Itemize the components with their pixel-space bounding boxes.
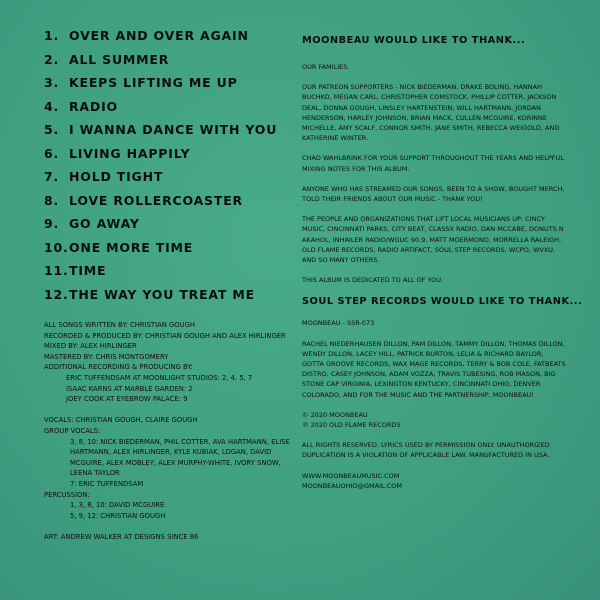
credit-group-1-cont: MCGUIRE, ALEX MOBLEY, ALEX MURPHY-WHITE, IVORY SNOW,: [70, 458, 281, 467]
soulstep-thanks-names: RACHEL NIEDERHAUSEN DILLON, PAM DILLON, TAMMY DILLON, THOMAS DILLON, WENDY DILLON, LACEY HILL, PATRICK BURTON, LELIA & RICHARD BAYLOR, GOTTA GROOVE RECORDS, WAX MAGE RECORDS, TERRY & BOB COLE, FATBEATS DISTRO, CASEY JOHNSON, ADAM VOZZA, TRAVIS TUBESING, ROB MASON, BIG STONE CAP VIRGINIA, LEXINGTON KENTUCKY, CINCINNATI OHIO, DENVER COLORADO, AND FOR THE MUSIC AND THE PARTNERSHIP, MOONBEAU!: [302, 339, 566, 399]
website-link[interactable]: WWW.MOONBEAUMUSIC.COM: [302, 471, 400, 480]
credit-group-1: 3, 8, 10: NICK BIEDERMAN, PHIL COTTER, AVA HARTMANN, ELISE: [70, 437, 290, 446]
thanks-patreon: OUR PATREON SUPPORTERS - NICK BIEDERMAN, DRAKE BOLING, HANNAH BUCHKO, MEGAN CARL, CHRISTOPHER COMSTOCK, PHILLIP COTTER, JACKSON DEAL, DONNA GOUGH, LINSLEY HARTENSTEIN, WILL HARTMANN, JORDAN HENDERSON, HARLEY JOHNSON, BRIAN MACK, CULLEN MCGUIRE, KORINNE MICHELLE, AMY SCALF, CONNOR SMITH, JANE SMITH, REBECCA WEIGOLD, AND KATHERINE WINTER.: [302, 83, 560, 143]
track-title: THE WAY YOU TREAT ME: [69, 286, 255, 302]
spacer: [44, 405, 304, 416]
credit-mastered: MASTERED BY: CHRIS MONTGOMERY: [44, 352, 169, 361]
track-item: [44, 283, 294, 307]
credit-percussion-1: 1, 3, 8, 10: DAVID MCGUIRE: [70, 501, 165, 510]
track-item: [44, 212, 294, 236]
track-number: 8.: [44, 192, 60, 208]
track-list: [44, 24, 294, 306]
track-title: TIME: [69, 263, 107, 278]
track-item: [44, 165, 294, 189]
thanks-column: [302, 34, 583, 491]
track-item: [44, 259, 294, 283]
track-title: ALL SUMMER: [69, 51, 170, 67]
track-item: [44, 189, 294, 213]
rights-notice: ALL RIGHTS RESERVED. LYRICS USED BY PERMISSION ONLY. UNAUTHORIZED DUPLICATION IS A VIOLATION OF APPLICABLE LAW. MANUFACTURED IN USA.: [302, 441, 550, 460]
track-number: 7.: [44, 169, 60, 184]
track-item: [44, 24, 294, 48]
track-number: 4.: [44, 98, 60, 114]
track-title: RADIO: [69, 98, 118, 114]
credit-percussion-2: 5, 9, 12: CHRISTIAN GOUGH: [70, 511, 166, 520]
track-item: [44, 48, 294, 72]
track-title: LOVE ROLLERCOASTER: [69, 192, 243, 208]
thanks-chad: CHAD WAHLBRINK FOR YOUR SUPPORT THROUGHOUT THE YEARS AND HELPFUL MIXING NOTES FOR THIS ALBUM.: [302, 154, 564, 173]
spacer: [44, 521, 304, 532]
track-title: GO AWAY: [69, 216, 140, 231]
soulstep-thanks-heading: SOUL STEP RECORDS WOULD LIKE TO THANK...: [302, 296, 583, 308]
copyright-old-flame: ℗ 2020 OLD FLAME RECORDS: [302, 421, 401, 430]
credit-recorded: RECORDED & PRODUCED BY: CHRISTIAN GOUGH AND ALEX HIRLINGER: [44, 331, 286, 340]
track-title: OVER AND OVER AGAIN: [69, 28, 249, 43]
track-number: 1.: [44, 28, 60, 43]
track-item: [44, 118, 294, 142]
track-number: 12.: [44, 286, 69, 302]
track-number: 6.: [44, 145, 60, 161]
track-item: [44, 95, 294, 119]
catalog-number: MOONBEAU - SSR-073: [302, 319, 375, 328]
moonbeau-thanks-heading: MOONBEAU WOULD LIKE TO THANK...: [302, 35, 526, 46]
credit-additional-1: ERIC TUFFENDSAM AT MOONLIGHT STUDIOS: 2, 4, 5, 7: [66, 373, 253, 382]
track-item: [44, 236, 294, 260]
thanks-organizations: THE PEOPLE AND ORGANIZATIONS THAT LIFT LOCAL MUSICIANS UP: CINCY MUSIC, CINCINNATI PARKS, CITY BEAT, CLASSX RADIO, DAN MCCABE, DONUTS N AKAHOL, INHAILER RADIO/WGUC 90.9, MATT MOERMOND, MORRELLA RALEIGH, OLD FLAME RECORDS, RADIO ARTIFACT, SOUL STEP RECORDS, WCPO, WVXU, AND SO MANY OTHERS.: [302, 215, 564, 265]
credit-vocals: VOCALS: CHRISTIAN GOUGH, CLAIRE GOUGH: [44, 416, 198, 425]
credits-block: [44, 320, 304, 542]
email-link[interactable]: MOONBEAUOHIO@GMAIL.COM: [302, 481, 402, 490]
track-item: [44, 71, 294, 95]
thanks-families: OUR FAMILIES.: [302, 63, 350, 71]
credit-group-1-cont: HARTMANN, ALEX HIRLINGER, KYLE KUBIAK, LOGAN, DAVID: [70, 448, 272, 457]
track-number: 9.: [44, 216, 60, 231]
track-title: HOLD TIGHT: [69, 169, 164, 184]
track-title: ONE MORE TIME: [69, 239, 194, 255]
thanks-anyone: ANYONE WHO HAS STREAMED OUR SONGS, BEEN TO A SHOW, BOUGHT MERCH, TOLD THEIR FRIENDS ABOUT OUR MUSIC - THANK YOU!: [302, 184, 565, 204]
credit-percussion: PERCUSSION:: [44, 490, 90, 499]
track-number: 5.: [44, 122, 60, 137]
track-title: I WANNA DANCE WITH YOU: [69, 122, 278, 137]
track-number: 10.: [44, 239, 69, 255]
credit-group-1-cont: LEENA TAYLOR: [70, 469, 120, 478]
credit-art: ART: ANDREW WALKER AT DESIGNS SINCE 86: [44, 532, 199, 541]
credit-additional-2: ISAAC KARNS AT MARBLE GARDEN: 2: [66, 384, 193, 393]
track-number: 11.: [44, 263, 69, 278]
credit-group-vocals: GROUP VOCALS:: [44, 426, 101, 435]
credit-additional-3: JOEY COOK AT EYEBROW PALACE: 9: [66, 395, 188, 404]
credit-group-2: 7: ERIC TUFFENDSAM: [70, 479, 144, 488]
track-title: KEEPS LIFTING ME UP: [69, 75, 238, 90]
track-item: [44, 142, 294, 166]
dedication: THIS ALBUM IS DEDICATED TO ALL OF YOU.: [302, 276, 444, 285]
credit-additional: ADDITIONAL RECORDING & PRODUCING BY:: [44, 363, 193, 372]
credit-written: ALL SONGS WRITTEN BY: CHRISTIAN GOUGH: [44, 321, 195, 329]
track-number: 2.: [44, 51, 60, 67]
track-number: 3.: [44, 75, 60, 90]
credit-mixed: MIXED BY: ALEX HIRLINGER: [44, 342, 137, 351]
copyright-moonbeau: © 2020 MOONBEAU: [302, 410, 368, 419]
track-title: LIVING HAPPILY: [69, 145, 191, 161]
